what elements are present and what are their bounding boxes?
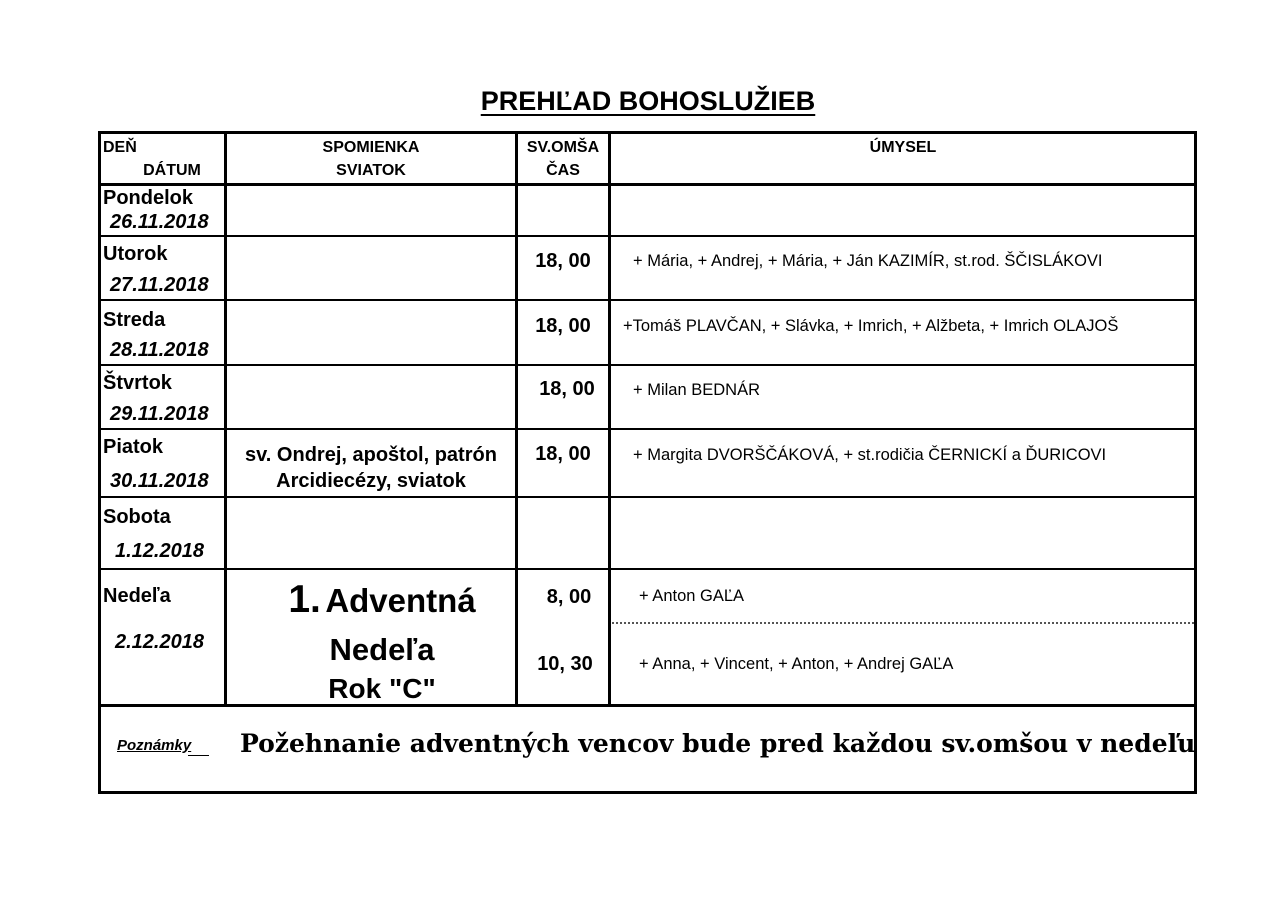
row-day: Piatok	[103, 436, 164, 458]
mass-intention: + Anna, + Vincent, + Anton, + Andrej GAĽA	[639, 655, 954, 673]
header-intention: ÚMYSEL	[869, 139, 937, 156]
row-time: 18, 00	[535, 250, 591, 272]
row-time: 18, 00	[539, 378, 595, 400]
row-time: 18, 00	[535, 315, 591, 337]
row-day: Utorok	[103, 243, 168, 265]
advent-number: 1.	[288, 578, 321, 621]
mass-intention: + Anton GAĽA	[639, 587, 745, 605]
row-date: 28.11.2018	[110, 339, 209, 361]
header-date: DÁTUM	[143, 162, 201, 179]
row-divider	[100, 183, 1195, 186]
header-time-line2: ČAS	[546, 162, 580, 179]
advent-feast-line3: Rok "C"	[328, 673, 436, 704]
row-day: Nedeľa	[103, 585, 171, 607]
row-day: Štvrtok	[103, 372, 172, 394]
notes-label: Poznámky	[117, 737, 192, 754]
row-divider	[100, 496, 1195, 498]
advent-feast	[227, 578, 537, 708]
row-feast-line1: sv. Ondrej, apoštol, patrón	[245, 444, 497, 466]
row-day: Streda	[103, 309, 166, 331]
row-date: 27.11.2018	[110, 274, 209, 296]
row-time: 18, 00	[535, 443, 591, 465]
row-date: 29.11.2018	[110, 403, 209, 425]
row-intention: + Mária, + Andrej, + Mária, + Ján KAZIMÍR, st.rod. ŠČISLÁKOVI	[633, 252, 1103, 270]
row-day: Sobota	[103, 506, 171, 528]
notes-label-underline	[188, 755, 209, 756]
row-date: 2.12.2018	[115, 631, 204, 653]
row-divider	[100, 568, 1195, 570]
row-divider	[100, 428, 1195, 430]
mass-divider	[612, 622, 1194, 624]
mass-time: 10, 30	[537, 653, 593, 675]
row-date: 26.11.2018	[110, 211, 209, 233]
row-day: Pondelok	[103, 187, 194, 209]
row-intention: + Margita DVORŠČÁKOVÁ, + st.rodičia ČERNICKÍ a ĎURICOVI	[633, 446, 1107, 464]
header-feast-line1: SPOMIENKA	[322, 139, 420, 156]
advent-feast-line2: Nedeľa	[329, 632, 435, 667]
header-feast-line2: SVIATOK	[336, 162, 406, 179]
header-feast	[227, 136, 515, 182]
header-time-line1: SV.OMŠA	[526, 139, 600, 156]
row-divider	[100, 299, 1195, 301]
advent-feast-line1	[227, 578, 537, 630]
mass-time: 8, 00	[546, 586, 592, 608]
row-divider	[100, 364, 1195, 366]
page-title: PREHĽAD BOHOSLUŽIEB	[480, 86, 816, 116]
row-intention: +Tomáš PLAVČAN, + Slávka, + Imrich, + Alžbeta, + Imrich OLAJOŠ	[623, 317, 1119, 335]
row-date: 1.12.2018	[115, 540, 204, 562]
header-day: DEŇ	[103, 139, 137, 156]
notes-text: Požehnanie adventných vencov bude pred každou sv.omšou v nedeľu	[240, 729, 1196, 758]
row-divider	[100, 235, 1195, 237]
header-time	[518, 136, 608, 182]
column-divider	[608, 133, 611, 705]
row-feast-line2: Arcidiecézy, sviatok	[276, 470, 466, 492]
header-day-date	[100, 136, 224, 182]
row-intention: + Milan BEDNÁR	[633, 381, 760, 399]
row-feast	[227, 442, 515, 494]
row-date: 30.11.2018	[110, 470, 209, 492]
advent-word: Adventná	[325, 582, 476, 619]
